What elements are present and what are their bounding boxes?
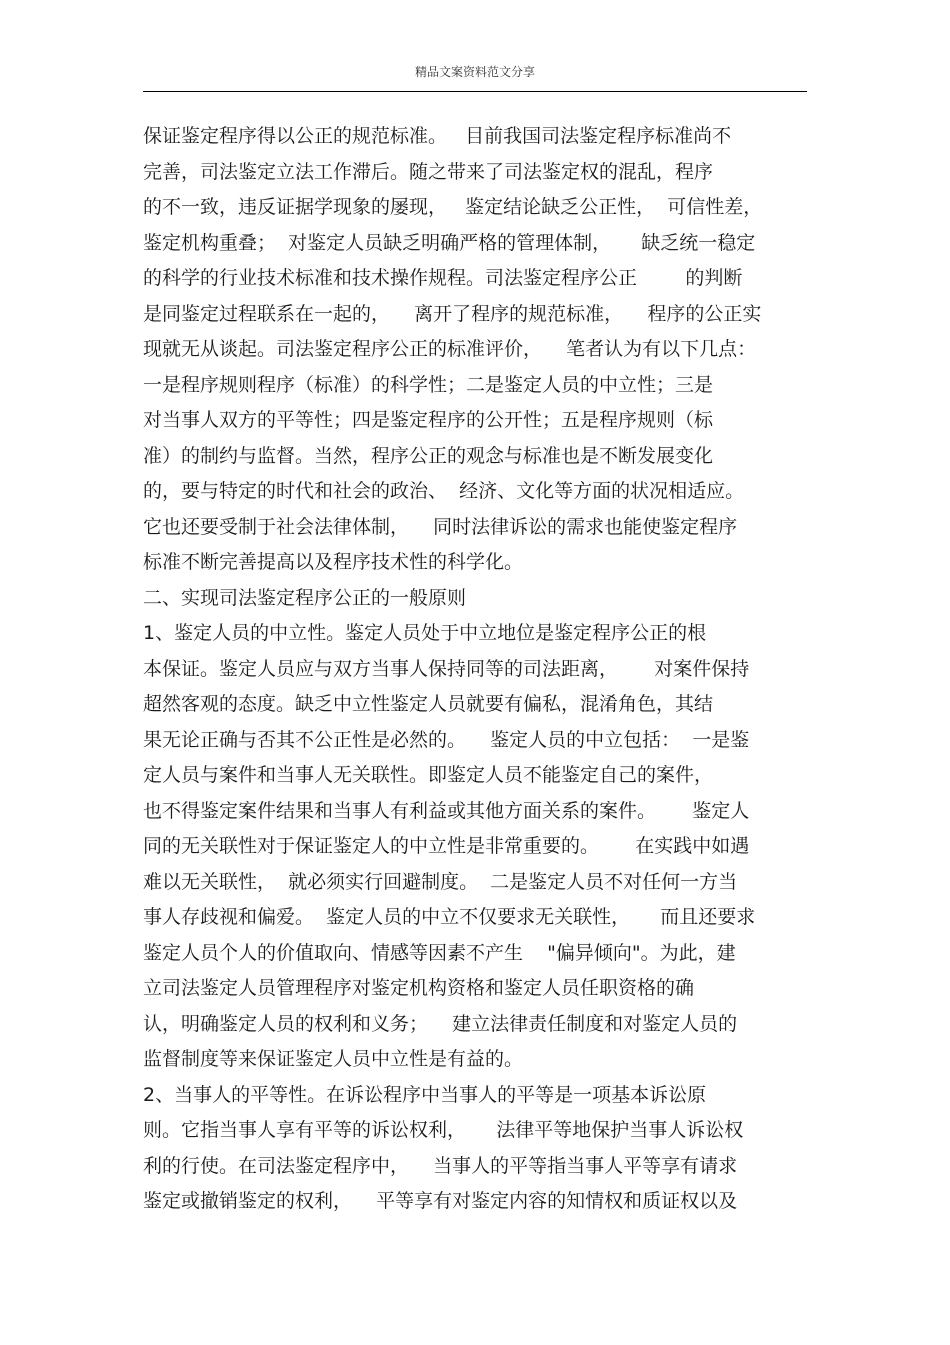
text-line: 本保证。鉴定人员应与双方当事人保持同等的司法距离， 对案件保持 — [143, 657, 750, 680]
text-line: 的，要与特定的时代和社会的政治、 经济、文化等方面的状况相适应。 — [143, 480, 745, 502]
text-line: 完善，司法鉴定立法工作滞后。随之带来了司法鉴定权的混乱，程序 — [143, 160, 714, 183]
text-line: 鉴定人员个人的价值取向、情感等因素不产生 "偏异倾向"。为此，建 — [143, 941, 736, 964]
text-line: 立司法鉴定人员管理程序对鉴定机构资格和鉴定人员任职资格的确 — [143, 977, 695, 999]
text-line: 事人存歧视和偏爱。 鉴定人员的中立不仅要求无关联性， 而且还要求 — [143, 906, 756, 928]
text-line: 利的行使。在司法鉴定程序中， 当事人的平等指当事人平等享有请求 — [143, 1154, 738, 1177]
text-line: 同的无关联性对于保证鉴定人的中立性是非常重要的。 在实践中如遇 — [143, 835, 750, 857]
text-line: 鉴定机构重叠； 对鉴定人员缺乏明确严格的管理体制， 缺乏统一稳定 — [143, 231, 756, 254]
text-line: 也不得鉴定案件结果和当事人有利益或其他方面关系的案件。 鉴定人 — [143, 799, 750, 822]
text-line: 一是程序规则程序（标准）的科学性；二是鉴定人员的中立性；三是 — [143, 373, 714, 396]
text-line: 2、当事人的平等性。在诉讼程序中当事人的平等是一项基本诉讼原 — [143, 1083, 707, 1106]
text-line: 果无论正确与否其不公正性是必然的。 鉴定人员的中立包括： 一是鉴 — [143, 728, 750, 751]
text-line: 是同鉴定过程联系在一起的， 离开了程序的规范标准， 程序的公正实 — [143, 302, 762, 325]
text-line: 超然客观的态度。缺乏中立性鉴定人员就要有偏私，混淆角色，其结 — [143, 693, 714, 715]
document-body — [143, 119, 813, 1220]
text-line: 定人员与案件和当事人无关联性。即鉴定人员不能鉴定自己的案件， — [143, 764, 714, 786]
text-line: 它也还要受制于社会法律体制， 同时法律诉讼的需求也能使鉴定程序 — [143, 515, 738, 538]
text-line: 的不一致，违反证据学现象的屡现， 鉴定结论缺乏公正性， 可信性差， — [143, 196, 763, 218]
text-line: 难以无关联性， 就必须实行回避制度。 二是鉴定人员不对任何一方当 — [143, 870, 738, 893]
header-divider — [143, 91, 807, 92]
text-line: 1、鉴定人员的中立性。鉴定人员处于中立地位是鉴定程序公正的根 — [143, 622, 707, 644]
text-line: 保证鉴定程序得以公正的规范标准。 目前我国司法鉴定程序标准尚不 — [143, 125, 732, 147]
text-line: 准）的制约与监督。当然，程序公正的观念与标准也是不断发展变化 — [143, 444, 714, 467]
text-line: 认，明确鉴定人员的权利和义务； 建立法律责任制度和对鉴定人员的 — [143, 1012, 738, 1035]
text-line: 现就无从谈起。司法鉴定程序公正的标准评价， 笔者认为有以下几点： — [143, 338, 757, 360]
text-line: 监督制度等来保证鉴定人员中立性是有益的。 — [143, 1048, 524, 1070]
text-line: 鉴定或撤销鉴定的权利， 平等享有对鉴定内容的知情权和质证权以及 — [143, 1190, 738, 1212]
text-line: 标准不断完善提高以及程序技术性的科学化。 — [143, 551, 524, 573]
page-header: 精品文案资料范文分享 — [414, 65, 535, 79]
text-line: 对当事人双方的平等性；四是鉴定程序的公开性；五是程序规则（标 — [143, 409, 714, 431]
text-line: 的科学的行业技术标准和技术操作规程。司法鉴定程序公正 的判断 — [143, 267, 743, 289]
section-heading: 二、实现司法鉴定程序公正的一般原则 — [143, 586, 467, 609]
text-line: 则。它指当事人享有平等的诉讼权利， 法律平等地保护当事人诉讼权 — [143, 1119, 744, 1141]
